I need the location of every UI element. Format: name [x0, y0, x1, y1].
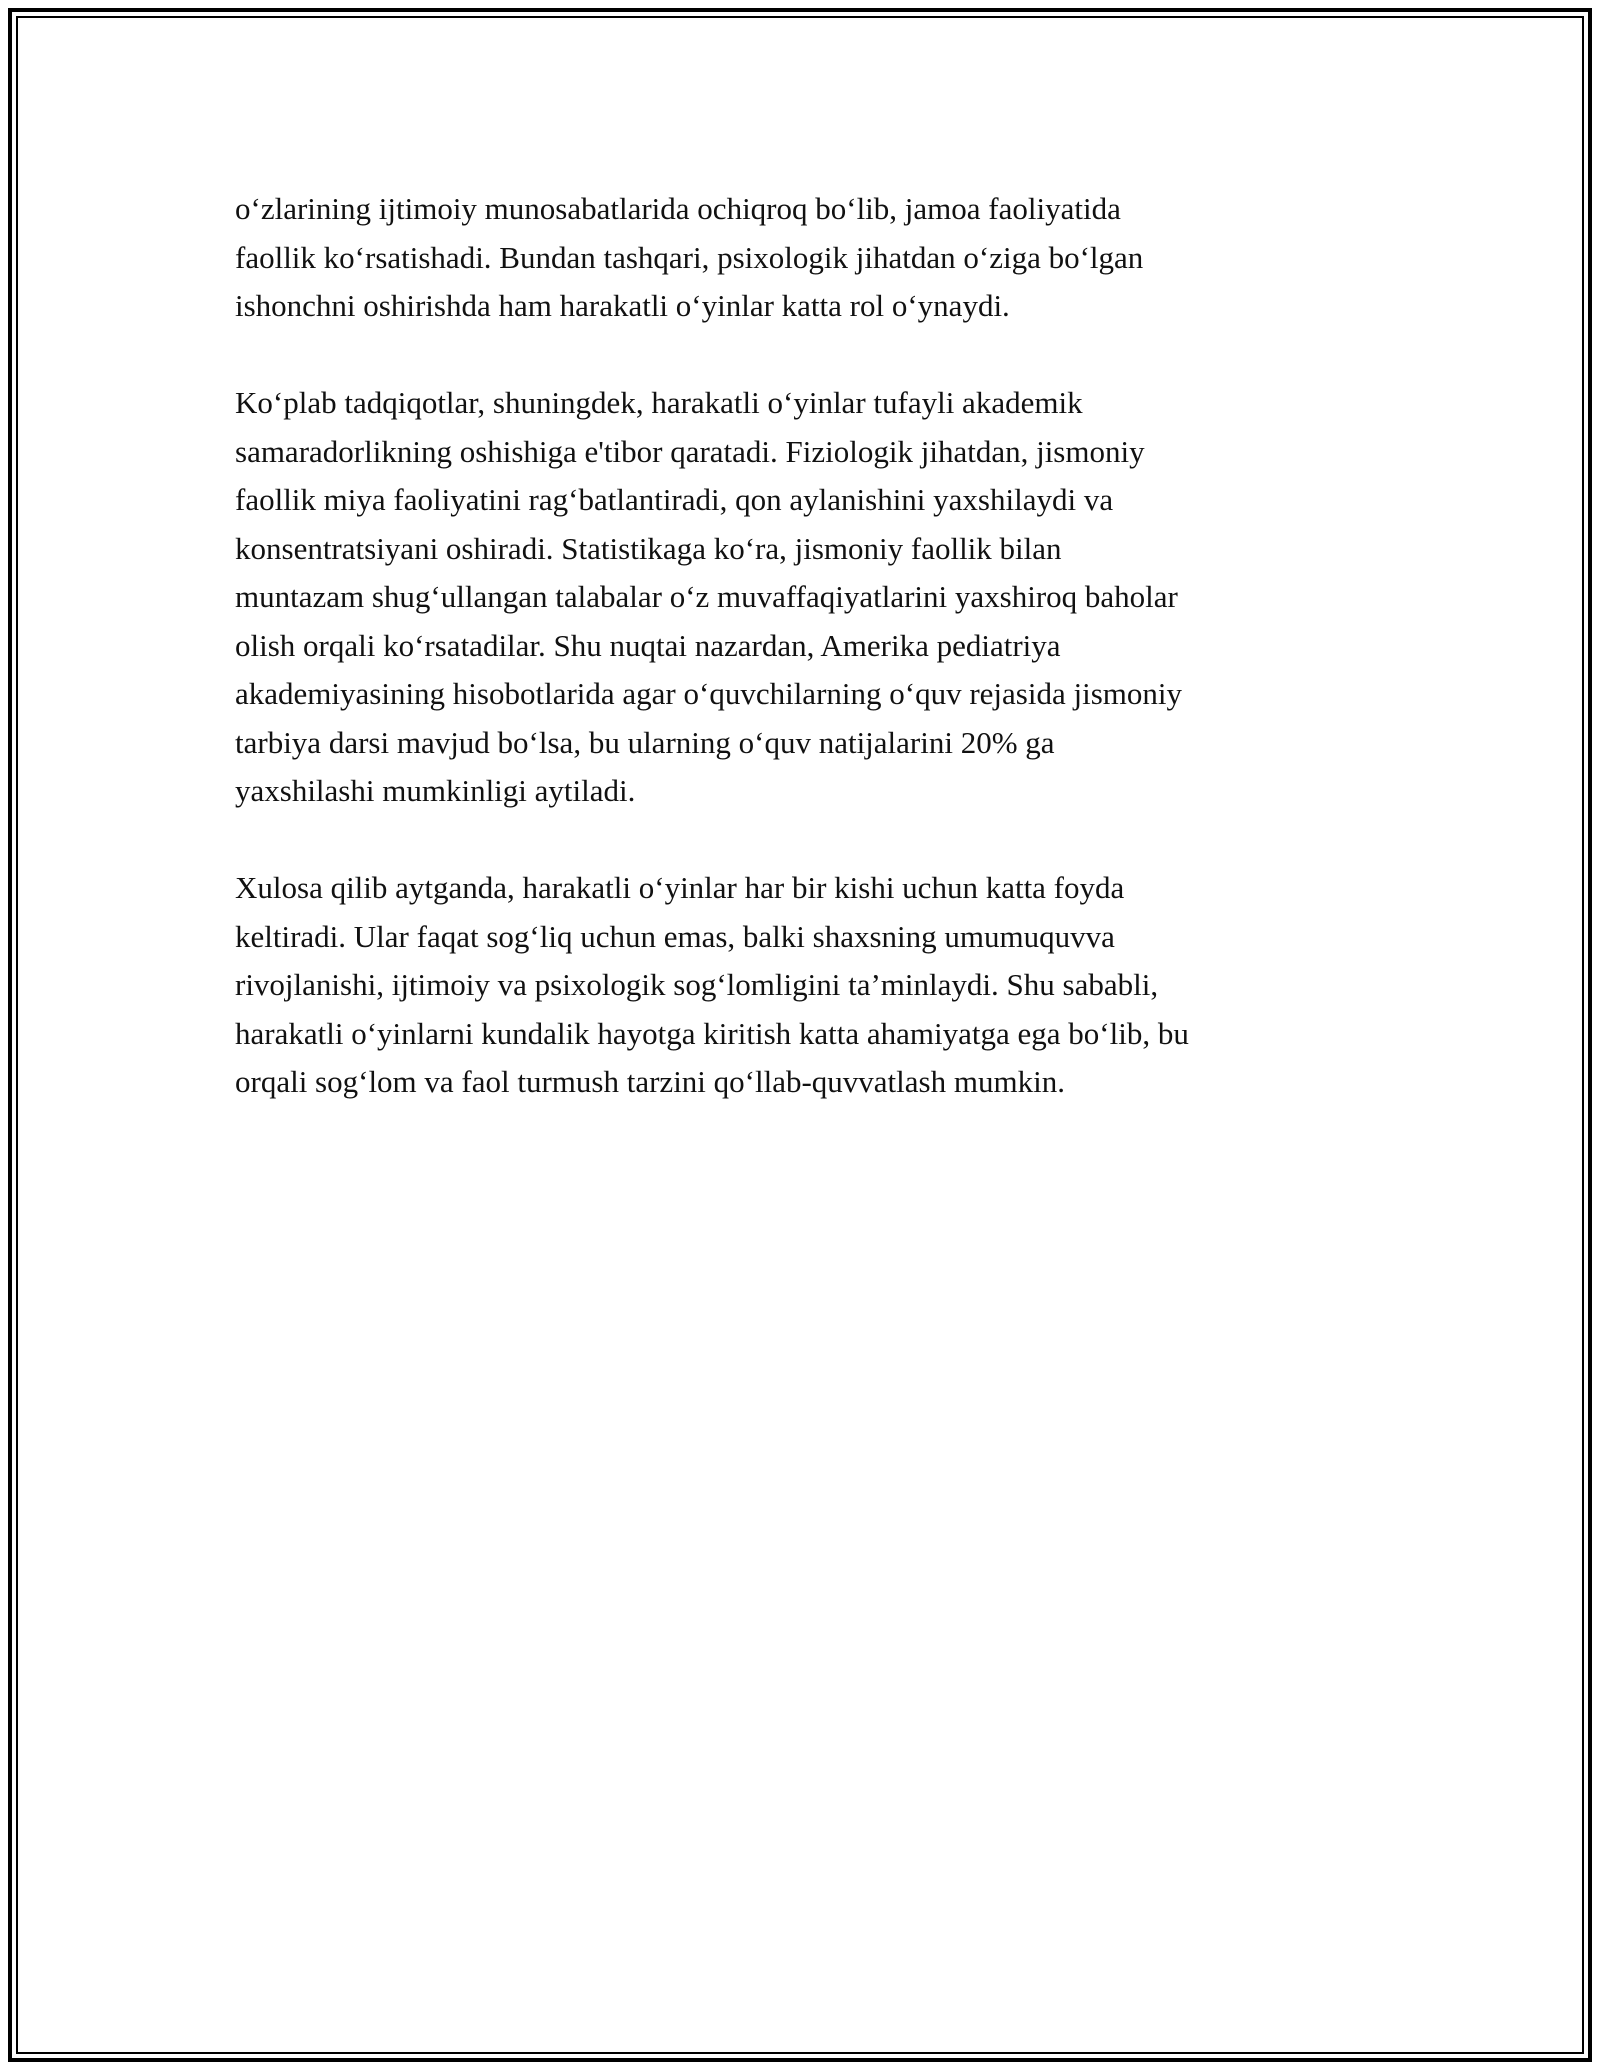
paragraph-spacer [235, 331, 1385, 380]
paragraph-2 [235, 379, 1385, 816]
paragraph-3 [235, 864, 1385, 1107]
text-line: orqali sog‘lom va faol turmush tarzini qo‘llab-quvvatlash mumkin. [235, 1064, 1065, 1099]
text-line: samaradorlikning oshishiga e'tibor qaratadi. Fiziologik jihatdan, jismoniy [235, 433, 1145, 469]
text-line: keltiradi. Ular faqat sog‘liq uchun emas, balki shaxsning umumuquvva [235, 918, 1115, 954]
text-line: o‘zlarining ijtimoiy munosabatlarida ochiqroq bo‘lib, jamoa faoliyatida [235, 191, 1121, 226]
text-line: faollik ko‘rsatishadi. Bundan tashqari, psixologik jihatdan o‘ziga bo‘lgan [235, 239, 1144, 275]
paragraph-spacer [235, 816, 1385, 865]
text-line: rivojlanishi, ijtimoiy va psixologik sog‘lomligini ta’minlaydi. Shu sababli, [235, 967, 1159, 1002]
text-line: akademiyasining hisobotlarida agar o‘quvchilarning o‘quv rejasida jismoniy [235, 676, 1182, 711]
text-line: olish orqali ko‘rsatadilar. Shu nuqtai nazardan, Amerika pediatriya [235, 627, 1061, 663]
text-line: tarbiya darsi mavjud bo‘lsa, bu ularning o‘quv natijalarini 20% ga [235, 724, 1055, 760]
text-line: muntazam shug‘ullangan talabalar o‘z muvaffaqiyatlarini yaxshiroq baholar [235, 579, 1178, 614]
text-line: faollik miya faoliyatini rag‘batlantiradi, qon aylanishini yaxshilaydi va [235, 482, 1114, 517]
text-line: Ko‘plab tadqiqotlar, shuningdek, harakatli o‘yinlar tufayli akademik [235, 385, 1083, 420]
text-line: Xulosa qilib aytganda, harakatli o‘yinlar har bir kishi uchun katta foyda [235, 870, 1125, 905]
text-line: yaxshilashi mumkinligi aytiladi. [235, 773, 636, 808]
text-line: konsentratsiyani oshiradi. Statistikaga ko‘ra, jismoniy faollik bilan [235, 530, 1062, 566]
text-line: ishonchni oshirishda ham harakatli o‘yinlar katta rol o‘ynaydi. [235, 288, 1010, 323]
paragraph-1 [235, 185, 1385, 331]
document-body [235, 185, 1385, 1107]
text-line: harakatli o‘yinlarni kundalik hayotga kiritish katta ahamiyatga ega bo‘lib, bu [235, 1015, 1189, 1051]
